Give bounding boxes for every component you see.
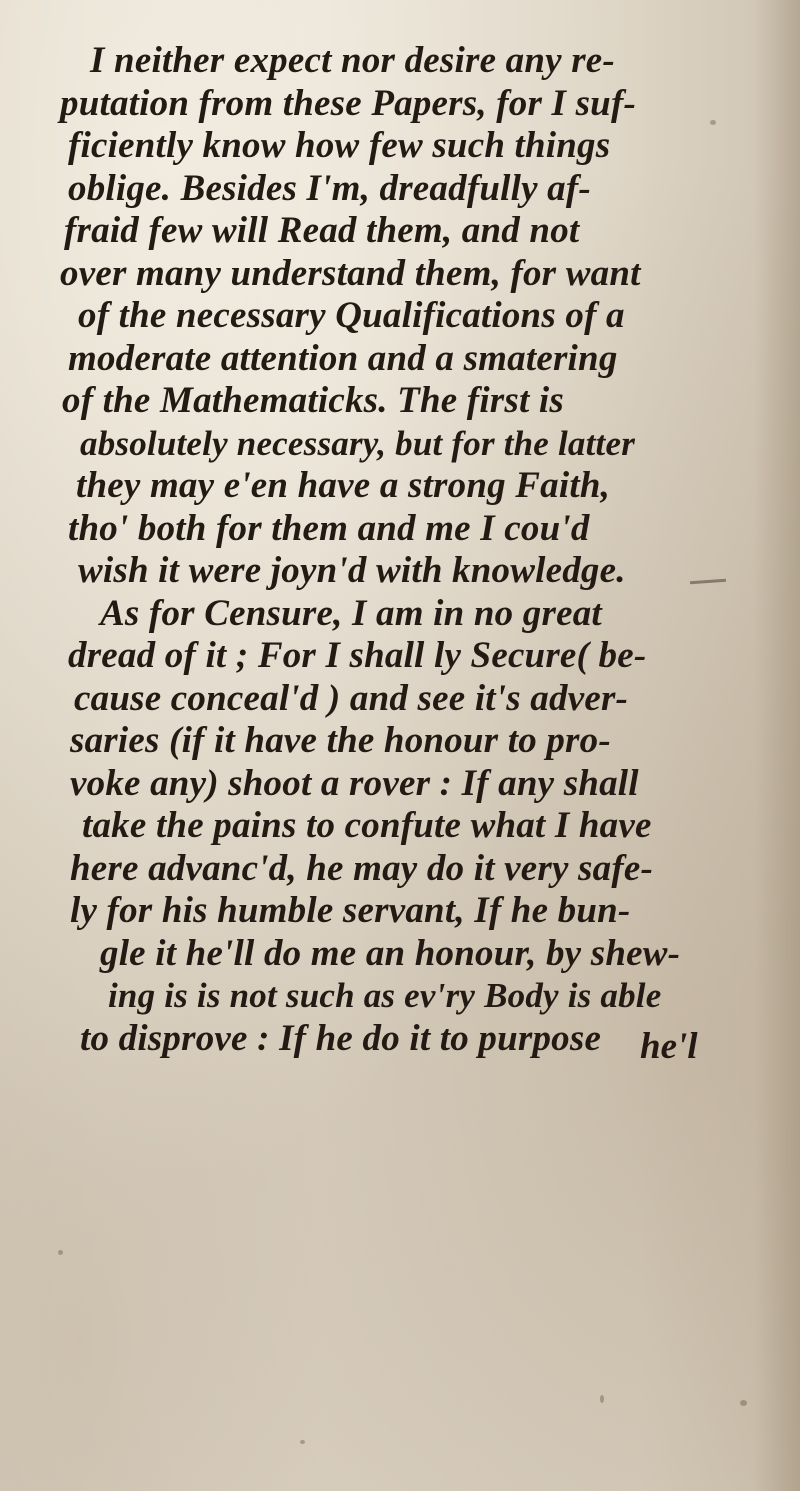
text-line: of the necessary Qualifications of a xyxy=(78,295,625,336)
text-line: I neither expect nor desire any re- xyxy=(90,40,615,81)
text-line: of the Mathematicks. The first is xyxy=(62,380,564,421)
text-line: moderate attention and a smatering xyxy=(68,337,618,379)
body-text xyxy=(60,40,750,1060)
text-line: over many understand them, for want xyxy=(60,252,641,294)
text-line: saries (if it have the honour to pro- xyxy=(70,720,611,761)
catchword: he'l xyxy=(640,1026,698,1067)
foxing-spot xyxy=(740,1400,747,1406)
text-line: absolutely necessary, but for the latter xyxy=(80,423,636,463)
text-line: wish it were joyn'd with knowledge. xyxy=(78,550,626,591)
text-line: take the pains to confute what I have xyxy=(82,805,652,846)
text-line: ing is is not such as ev'ry Body is able xyxy=(108,976,662,1015)
text-line: tho' both for them and me I cou'd xyxy=(68,507,590,549)
text-line: to disprove : If he do it to purpose xyxy=(80,1017,602,1059)
foxing-spot xyxy=(300,1440,305,1444)
text-line: As for Censure, I am in no great xyxy=(100,592,602,634)
text-line: voke any) shoot a rover : If any shall xyxy=(70,762,639,804)
foxing-spot xyxy=(58,1250,63,1255)
text-line: cause conceal'd ) and see it's adver- xyxy=(74,677,629,719)
text-line: oblige. Besides I'm, dreadfully af- xyxy=(68,167,591,209)
page-edge-shadow xyxy=(754,0,800,1491)
text-line: ly for his humble servant, If he bun- xyxy=(70,890,631,931)
text-line: putation from these Papers, for I suf- xyxy=(60,82,637,124)
text-line: gle it he'll do me an honour, by shew- xyxy=(100,932,681,974)
text-line: they may e'en have a strong Faith, xyxy=(76,465,611,506)
text-line: dread of it ; For I shall ly Secure( be- xyxy=(68,635,647,676)
text-line: ficiently know how few such things xyxy=(68,125,611,166)
text-line: here advanc'd, he may do it very safe- xyxy=(70,847,654,889)
foxing-spot xyxy=(600,1395,604,1403)
text-line: fraid few will Read them, and not xyxy=(64,210,580,251)
